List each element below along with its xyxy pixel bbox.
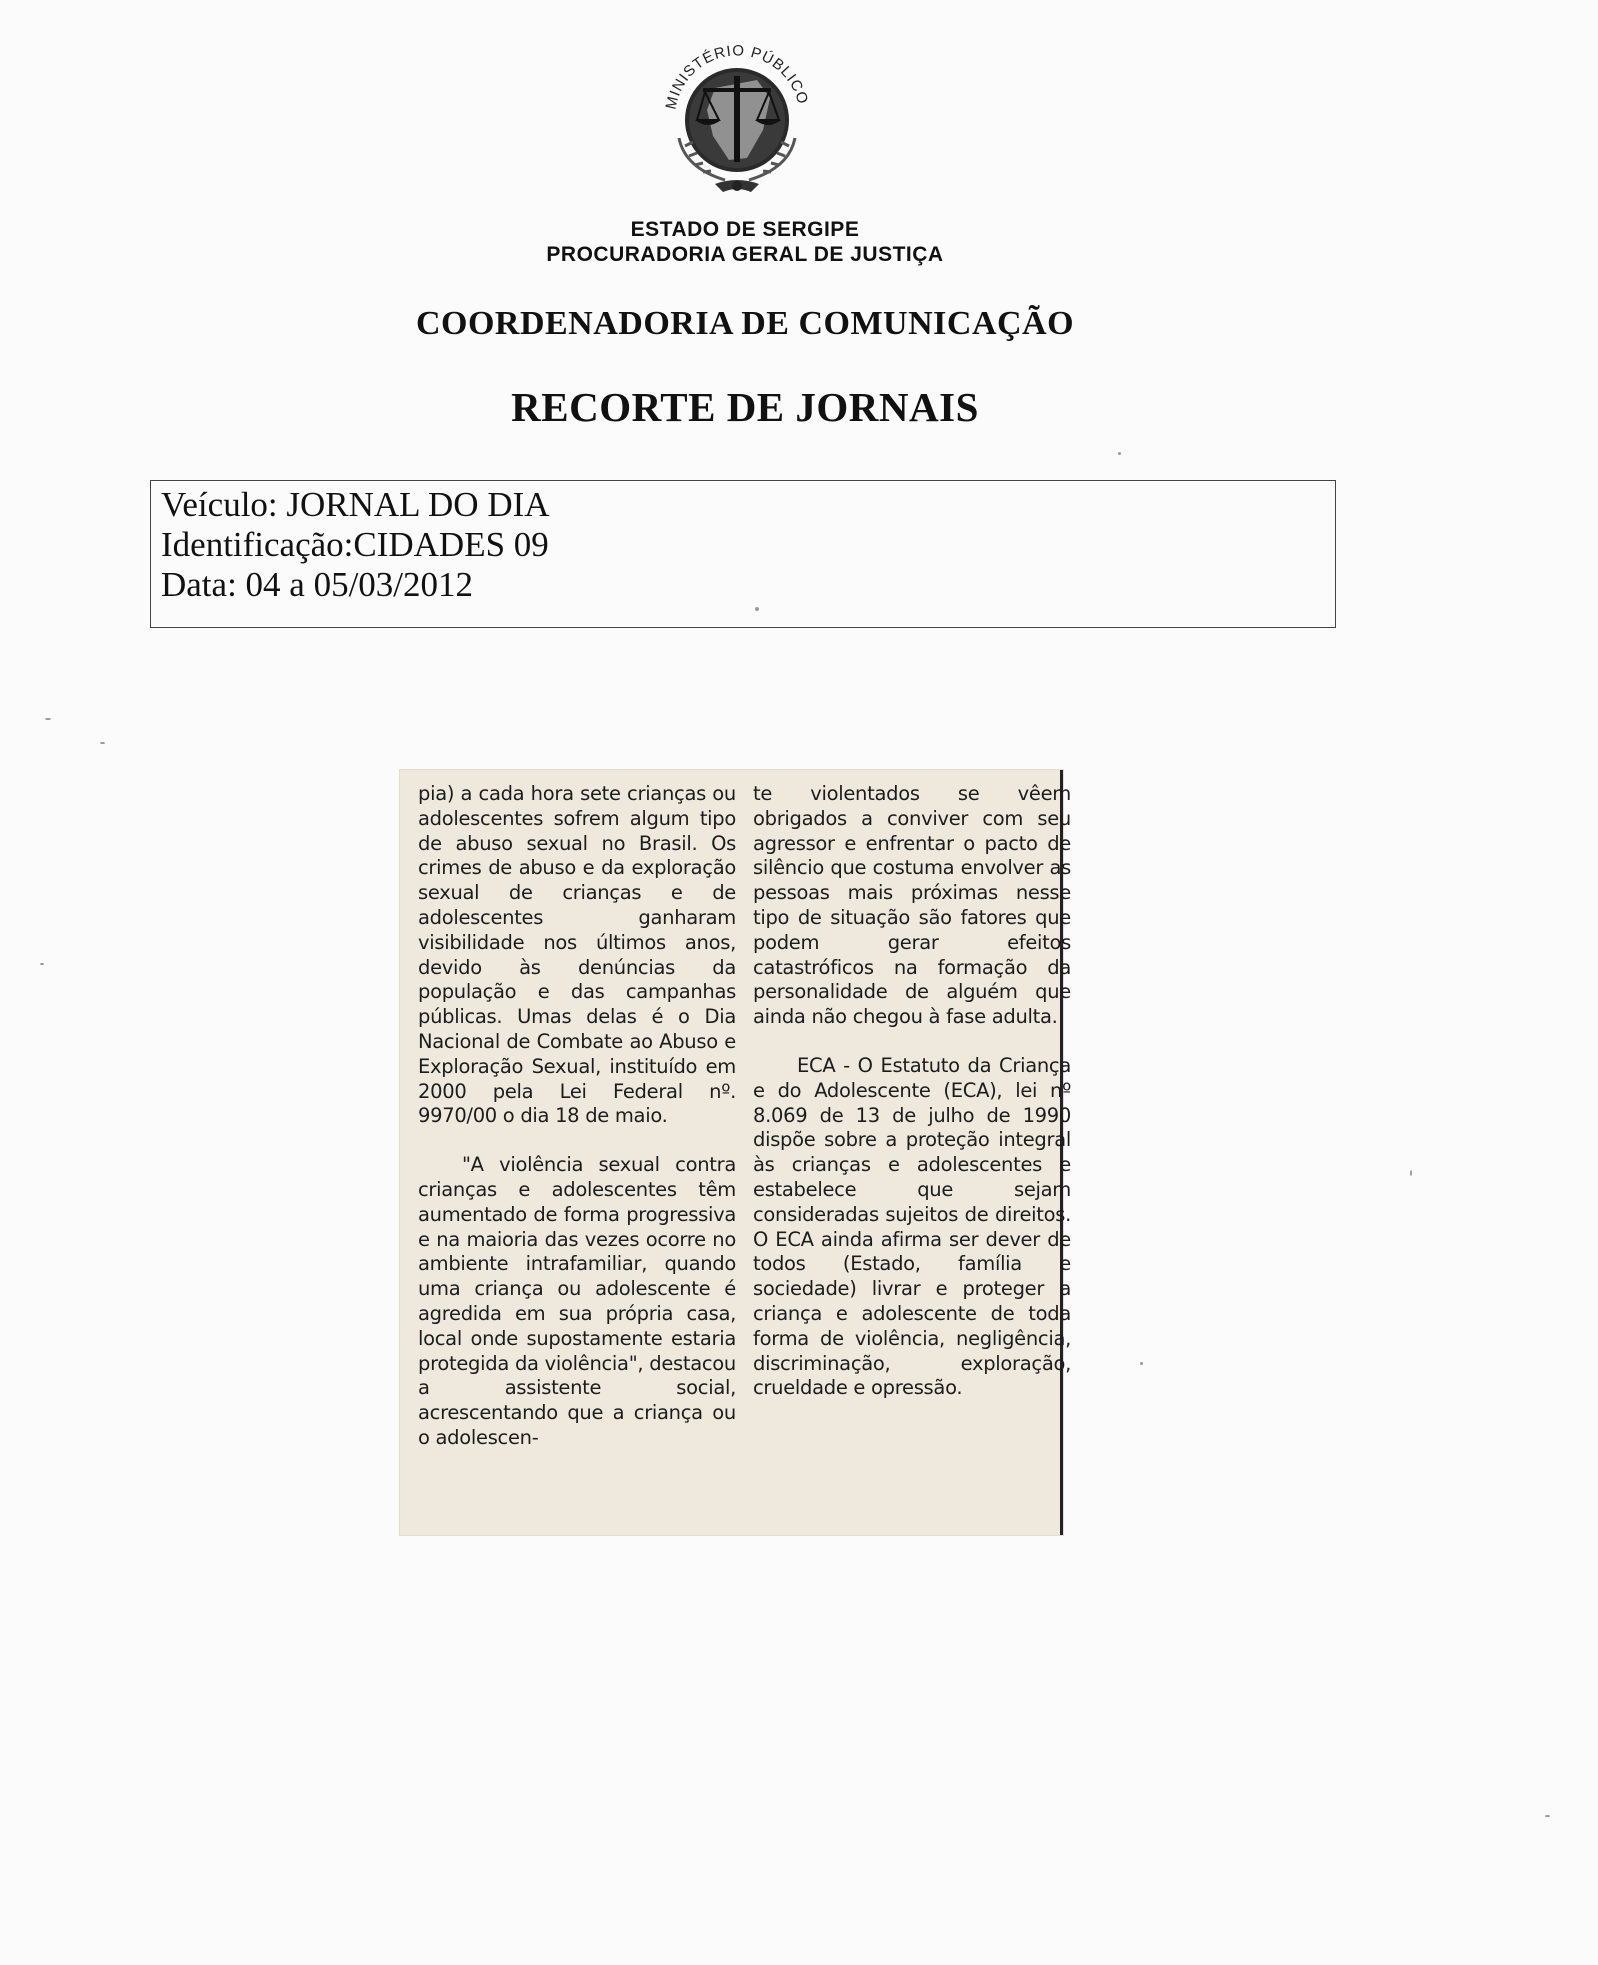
- scan-speck: [1118, 452, 1121, 455]
- clipping-info-box: [150, 480, 1336, 628]
- page-title: RECORTE DE JORNAIS: [511, 384, 979, 430]
- scan-speck: [45, 718, 51, 720]
- scan-speck: [1140, 1362, 1143, 1365]
- header-state: ESTADO DE SERGIPE: [630, 218, 860, 241]
- newspaper-clipping: [400, 770, 1071, 1535]
- veiculo-line: Veículo: JORNAL DO DIA: [161, 485, 550, 524]
- scan-speck: [1545, 1815, 1550, 1817]
- data-line: Data: 04 a 05/03/2012: [161, 565, 474, 604]
- article-paragraph: ECA - O Estatuto da Criança e do Adolescente (ECA), lei nº 8.069 de 13 de julho de 1990 dispõe sobre a proteção integral às crianças e adolescentes e estabelece que sejam consideradas sujeitos de direitos. O ECA ainda afirma ser dever de todos (Estado, família e sociedade) livrar e proteger a criança e adolescente de toda forma de violência, negligência, discriminação, exploração, crueldade e opressão.: [753, 1053, 1071, 1400]
- ministerio-publico-seal: [645, 18, 830, 203]
- article-paragraph: "A violência sexual contra crianças e adolescentes têm aumentado de forma progressiva e na maioria das vezes ocorre no ambiente intrafamiliar, quando uma criança ou adolescente é agredida em sua própria casa, local onde supostamente estaria protegida da violência", destacou a assistente social, acrescentando que a criança ou o adolescen-: [418, 1153, 736, 1449]
- seal-arc-text: MINISTÉRIO PÚBLICO: [662, 42, 812, 112]
- scan-speck: [40, 963, 44, 965]
- article-paragraph: te violentados se vêem obrigados a conviver com seu agressor e enfrentar o pacto de silêncio que costuma envolver as pessoas mais próximas nesse tipo de situação são fatores que podem gerar efeitos catastróficos na formação da personalidade de alguém que ainda não chegou à fase adulta.: [753, 782, 1071, 1029]
- article-column-2: [753, 782, 1071, 1401]
- header-procuradoria: PROCURADORIA GERAL DE JUSTIÇA: [546, 243, 944, 266]
- header-department: COORDENADORIA DE COMUNICAÇÃO: [415, 305, 1075, 342]
- scan-speck: [1410, 1170, 1412, 1176]
- article-paragraph: pia) a cada hora sete crianças ou adolescentes sofrem algum tipo de abuso sexual no Brasil. Os crimes de abuso e da exploração sexual de crianças e de adolescentes ganharam visibilidade nos últimos anos, devido às denúncias da população e das campanhas públicas. Umas delas é o Dia Nacional de Combate ao Abuso e Exploração Sexual, instituído em 2000 pela Lei Federal nº. 9970/00 o dia 18 de maio.: [418, 782, 736, 1128]
- article-column-1: [418, 782, 736, 1451]
- identificacao-line: Identificação:CIDADES 09: [161, 525, 549, 564]
- scan-speck: [755, 607, 759, 611]
- scan-speck: [100, 742, 105, 744]
